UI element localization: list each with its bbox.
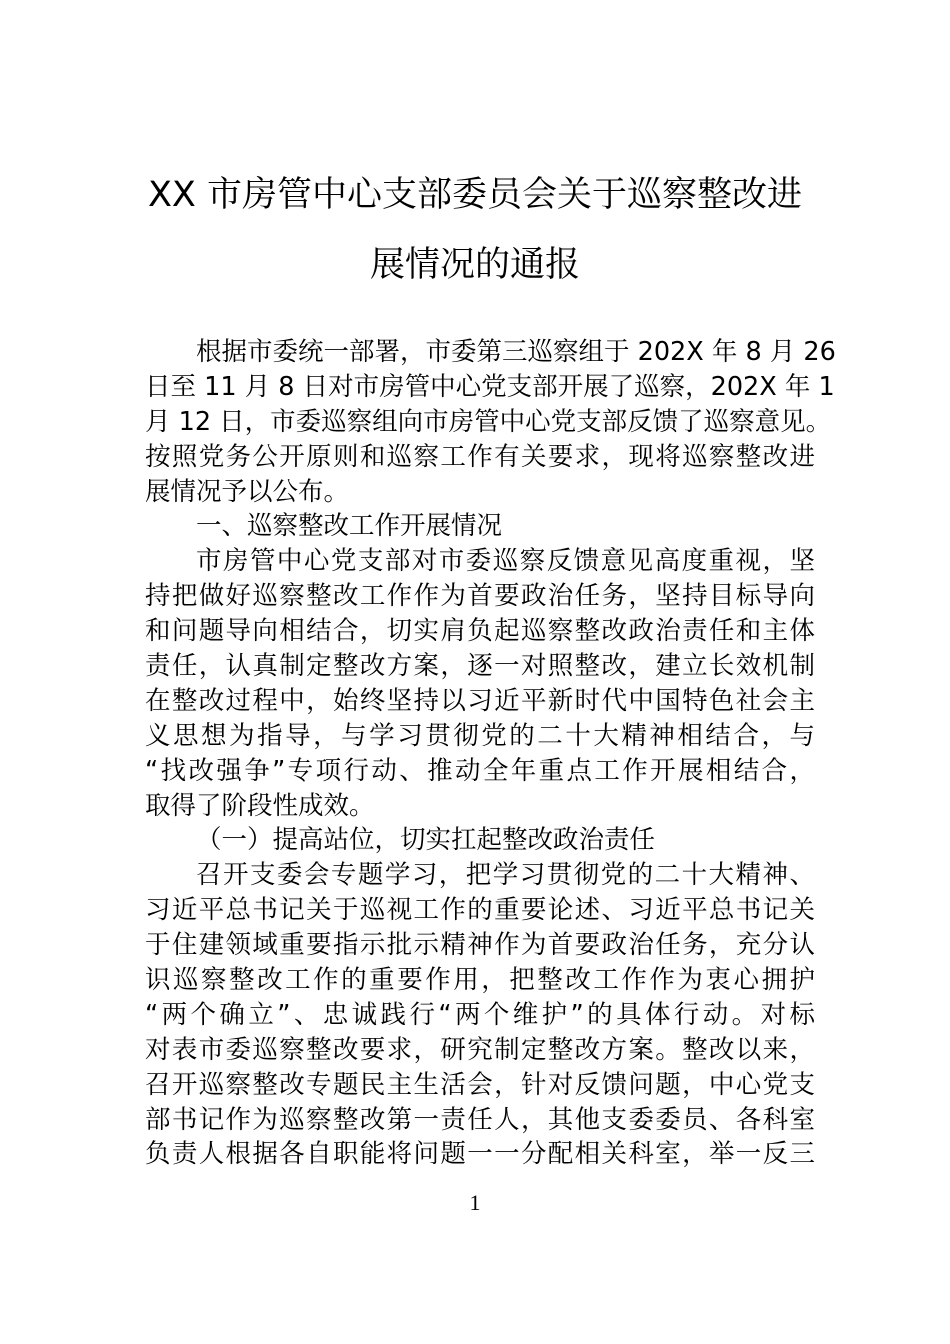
title-line: XX 市房管中心支部委员会关于巡察整改进 — [147, 175, 803, 215]
paragraph-line: 持把做好巡察整改工作作为首要政治任务，坚持目标导向 — [145, 581, 815, 612]
paragraph-line: 根据市委统一部署，市委第三巡察组于 202X 年 8 月 26 — [196, 337, 836, 367]
document-title — [140, 160, 810, 300]
paragraph-line: 月 12 日，市委巡察组向市房管中心党支部反馈了巡察意见。 — [145, 406, 832, 437]
title-line: 展情况的通报 — [369, 245, 580, 285]
paragraph-line: 对表市委巡察整改要求，研究制定整改方案。整改以来， — [145, 1034, 815, 1065]
paragraph-line: 取得了阶段性成效。 — [145, 790, 375, 821]
document-body — [145, 335, 836, 1172]
paragraph-line: 识巡察整改工作的重要作用，把整改工作作为衷心拥护 — [145, 965, 815, 996]
page-number: 1 — [469, 1190, 481, 1215]
paragraph-line: 义思想为指导，与学习贯彻党的二十大精神相结合，与 — [145, 720, 815, 751]
paragraph-line: 和问题导向相结合，切实肩负起巡察整改政治责任和主体 — [145, 616, 815, 647]
paragraph-line: 负责人根据各自职能将问题一一分配相关科室，举一反三 — [145, 1139, 815, 1170]
paragraph-line: 展情况予以公布。 — [145, 476, 350, 507]
paragraph-line: 召开支委会专题学习，把学习贯彻党的二十大精神、 — [196, 860, 815, 891]
paragraph-line: 在整改过程中，始终坚持以习近平新时代中国特色社会主 — [145, 685, 815, 716]
paragraph-line: 责任，认真制定整改方案，逐一对照整改，建立长效机制 — [145, 651, 815, 682]
paragraph-line: 市房管中心党支部对市委巡察反馈意见高度重视，坚 — [196, 546, 815, 577]
paragraph-line: 日至 11 月 8 日对市房管中心党支部开展了巡察，202X 年 1 — [145, 371, 835, 402]
paragraph-line: 召开巡察整改专题民主生活会，针对反馈问题，中心党支 — [145, 1069, 815, 1100]
paragraph-line: （一）提高站位，切实扛起整改政治责任 — [196, 825, 656, 856]
paragraph-line: 于住建领域重要指示批示精神作为首要政治任务，充分认 — [145, 930, 815, 961]
paragraph-line: “两个确立”、忠诚践行“两个维护”的具体行动。对标 — [145, 999, 815, 1030]
paragraph-line: 一、巡察整改工作开展情况 — [196, 511, 503, 542]
paragraph-line: 部书记作为巡察整改第一责任人，其他支委委员、各科室 — [145, 1104, 815, 1135]
paragraph-line: 习近平总书记关于巡视工作的重要论述、习近平总书记关 — [145, 895, 815, 926]
paragraph-line: “找改强争”专项行动、推动全年重点工作开展相结合， — [145, 755, 815, 786]
paragraph-line: 按照党务公开原则和巡察工作有关要求，现将巡察整改进 — [145, 441, 815, 472]
